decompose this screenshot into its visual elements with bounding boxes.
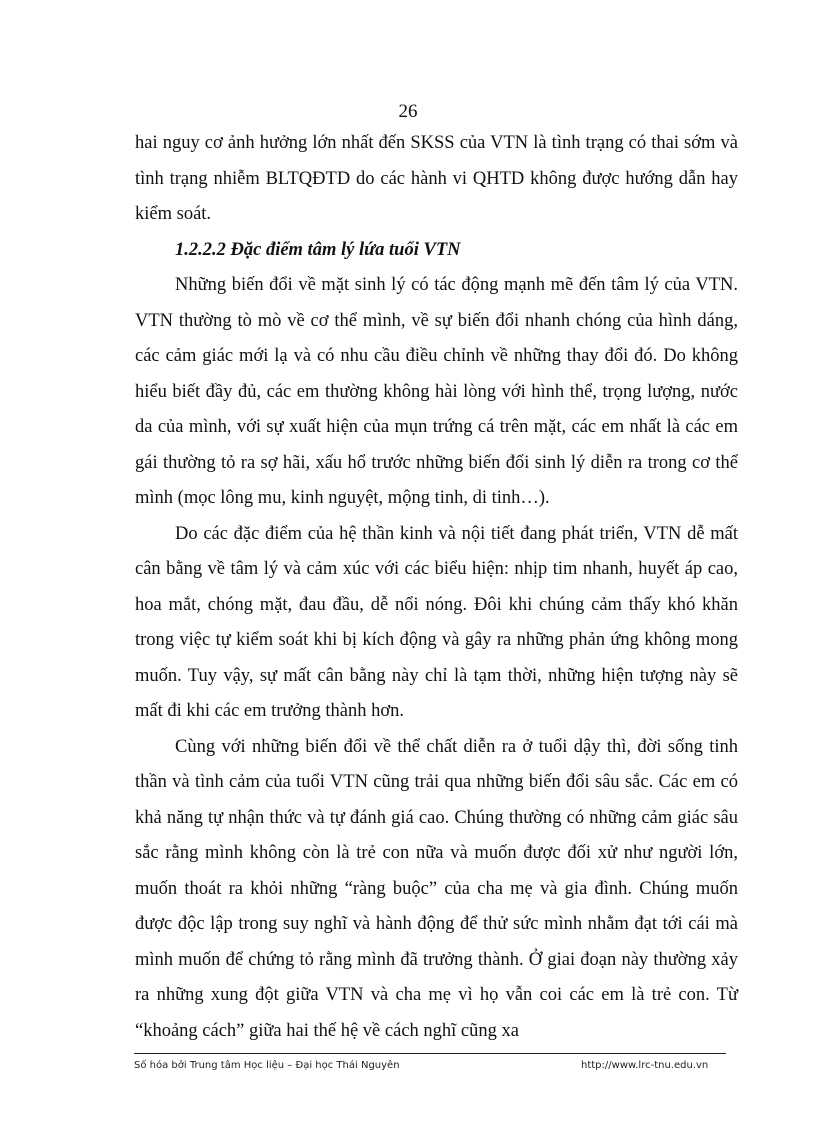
document-body (135, 126, 738, 1049)
page-number: 26 (398, 101, 418, 122)
body-paragraph: Cùng với những biến đổi về thể chất diễn ra ở tuổi dậy thì, đời sống tinh thần và tình cảm của tuổi VTN cũng trải qua những biến đổi sâu sắc. Các em có khả năng tự nhận thức và tự đánh giá cao. Chúng thường có những cảm giác sâu sắc rằng mình không còn là trẻ con nữa và muốn được đối xử như người lớn, muốn thoát ra khỏi những “ràng buộc” của cha mẹ và gia đình. Chúng muốn được độc lập trong suy nghĩ và hành động để thử sức mình nhằm đạt tới cái mà mình muốn để chứng tỏ rằng mình đã trưởng thành. Ở giai đoạn này thường xảy ra những xung đột giữa VTN và cha mẹ vì họ vẫn coi các em là trẻ con. Từ “khoảng cách” giữa hai thế hệ về cách nghĩ cũng xa (135, 736, 738, 1041)
section-heading: 1.2.2.2 Đặc điểm tâm lý lứa tuổi VTN (175, 239, 461, 260)
footer-source-text: Số hóa bởi Trung tâm Học liệu – Đại học Thái Nguyên (134, 1060, 400, 1071)
footer-divider (134, 1053, 726, 1054)
footer-url[interactable]: http://www.lrc-tnu.edu.vn (581, 1060, 709, 1071)
body-paragraph: Do các đặc điểm của hệ thần kinh và nội tiết đang phát triển, VTN dễ mất cân bằng về tâm lý và cảm xúc với các biểu hiện: nhịp tim nhanh, huyết áp cao, hoa mắt, chóng mặt, đau đầu, dễ nổi nóng. Đôi khi chúng cảm thấy khó khăn trong việc tự kiểm soát khi bị kích động và gây ra những phản ứng không mong muốn. Tuy vậy, sự mất cân bằng này chỉ là tạm thời, những hiện tượng này sẽ mất đi khi các em trưởng thành hơn. (135, 523, 738, 721)
body-paragraph: Những biến đổi về mặt sinh lý có tác động mạnh mẽ đến tâm lý của VTN. VTN thường tò mò về cơ thể mình, về sự biến đổi nhanh chóng của hình dáng, các cảm giác mới lạ và có nhu cầu điều chỉnh về những thay đổi đó. Do không hiểu biết đầy đủ, các em thường không hài lòng với hình thể, trọng lượng, nước da của mình, với sự xuất hiện của mụn trứng cá trên mặt, các em nhất là các em gái thường tỏ ra sợ hãi, xấu hổ trước những biến đổi sinh lý diễn ra trong cơ thể mình (mọc lông mu, kinh nguyệt, mộng tinh, di tinh…). (135, 275, 738, 508)
body-paragraph: hai nguy cơ ảnh hưởng lớn nhất đến SKSS của VTN là tình trạng có thai sớm và tình trạng nhiễm BLTQĐTD do các hành vi QHTD không được hướng dẫn hay kiểm soát. (135, 133, 738, 224)
